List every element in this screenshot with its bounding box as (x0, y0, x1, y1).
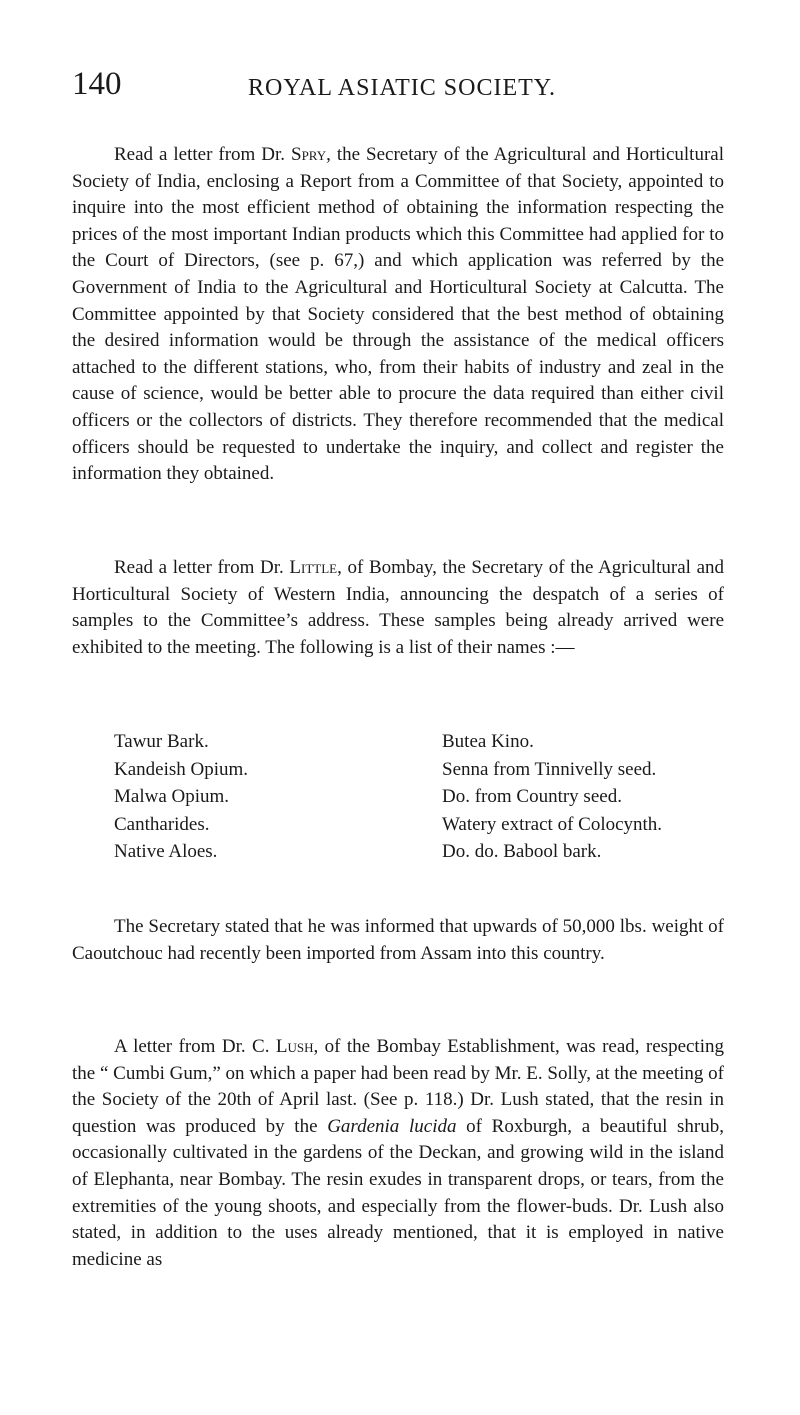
paragraph-little-letter (72, 555, 724, 661)
author-name-spry: Spry (291, 144, 327, 165)
list-item: Tawur Bark. (114, 731, 209, 752)
paragraph-caoutchouc (72, 914, 724, 967)
p2-text-a: Read a letter from Dr. (114, 557, 290, 578)
list-item: Watery extract of Colocynth. (442, 813, 663, 835)
list-item: Malwa Opium. (114, 786, 230, 807)
paragraph-spry-letter (72, 142, 724, 488)
page-header (72, 66, 724, 106)
paragraph-lush-letter (72, 1034, 724, 1273)
list-item: Do. from Country seed. (442, 786, 622, 807)
samples-list-right-column (442, 728, 662, 866)
p4-text-a: A letter from Dr. C. (114, 1036, 276, 1057)
p4-text-c: of Roxburgh, a beautiful shrub, occasionally cultivated in the gardens of the Deckan, and growing wild in the island of Elephanta, near Bombay. The resin exudes in transparent drops, or tears, from the extremities of the young shoots, and especially from the flower-buds. Dr. Lush also stated, in addition to the uses already mentioned, that it is employed in native medicine as (72, 1115, 724, 1270)
p1-text-b: , the Secretary of the Agricultural and Horticultural Society of India, enclosing a Report from a Committee of that Society, appointed to inquire into the most efficient method of obtaining the information respecting the prices of the most important Indian products which this Committee had applied for to the Court of Directors, (see p. 67,) and which application was referred by the Government of India to the Agricultural and Horticultural Society at Calcutta. The Committee appointed by that Society considered that the best method of obtaining the desired information would be through the assistance of the medical officers attached to the different stations, who, from their habits of industry and zeal in the cause of science, would be better able to procure the data required than either civil officers or the collectors of districts. They therefore recommended that the medical officers should be requested to undertake the inquiry, and collect and register the information they obtained. (72, 144, 724, 485)
list-item: Butea Kino. (442, 731, 534, 752)
author-name-little: Little (289, 557, 338, 578)
samples-list-left-column (114, 728, 248, 866)
author-name-lush: Lush (275, 1036, 314, 1057)
list-item: Kandeish Opium. (114, 758, 249, 780)
p1-text-a: Read a letter from Dr. (114, 144, 291, 165)
p2-text-b: , of Bombay, the Secretary of the Agricultural and Horticultural Society of Western India, announcing the despatch of a series of samples to the Committee’s address. These samples being already arrived were exhibited to the meeting. The following is a list of their names :— (72, 557, 725, 658)
p4-text-b: , of the Bombay Establishment, was read, respecting the “ Cumbi Gum,” on which a paper had been read by Mr. E. Solly, at the meeting of the Society of the 20th of April last. (See p. 118.) Dr. Lush stated, that the resin in question was produced by the (72, 1036, 724, 1137)
list-item: Cantharides. (114, 813, 210, 835)
list-item: Do. do. Babool bark. (442, 841, 602, 862)
species-name: Gardenia lucida (327, 1115, 457, 1137)
running-head: ROYAL ASIATIC SOCIETY. (248, 75, 557, 101)
page-number: 140 (72, 66, 122, 102)
list-item: Native Aloes. (114, 841, 218, 862)
list-item: Senna from Tinnivelly seed. (442, 758, 657, 780)
p3-text: The Secretary stated that he was informed that upwards of 50,000 lbs. weight of Caoutchouc had recently been imported from Assam into this country. (72, 916, 724, 964)
